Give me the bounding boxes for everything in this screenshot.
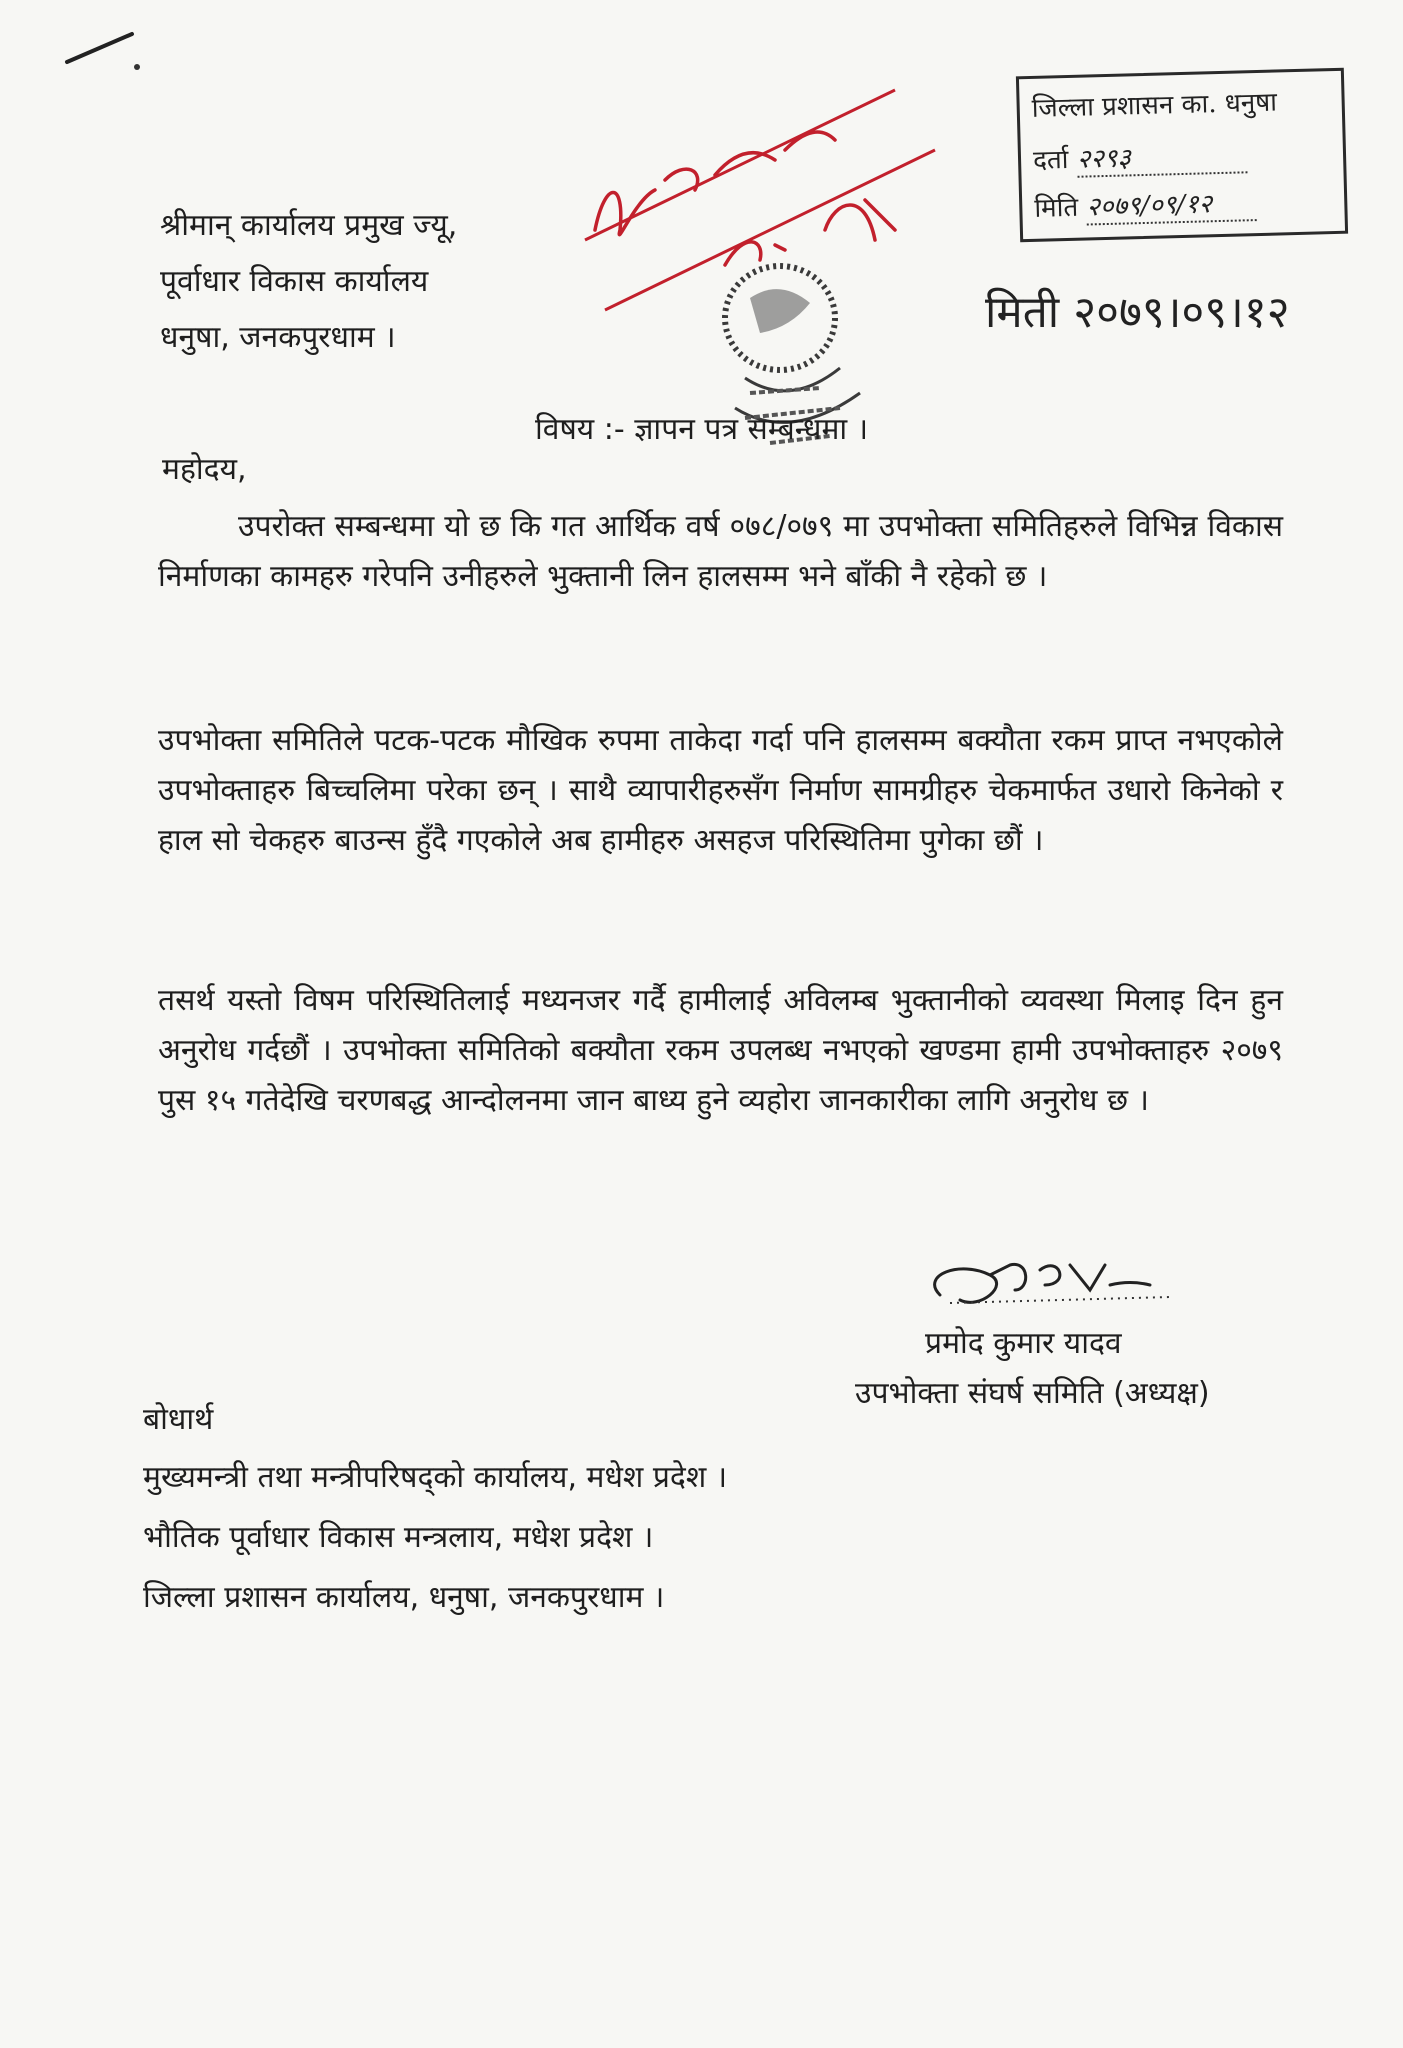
letter-date — [985, 280, 1290, 340]
registration-stamp — [1016, 68, 1348, 243]
date-label: मिती — [985, 287, 1060, 338]
cc-title: बोधार्थ — [143, 1402, 214, 1437]
body-paragraph-3: तसर्थ यस्तो विषम परिस्थितिलाई मध्यनजर गर्दै हामीलाई अविलम्ब भुक्तानीको व्यवस्था मिलाइ दिन हुन अनुरोध गर्दछौं । उपभोक्ता समितिको बक्यौता रकम उपलब्ध नभएको खण्डमा हामी उपभोक्ताहरु २०७९ पुस १५ गतेदेखि चरणबद्ध आन्दोलनमा जान बाध्य हुने व्यहोरा जानकारीका लागि अनुरोध छ । — [158, 983, 1283, 1118]
stamp-darta-value: २२९३ — [1076, 135, 1247, 177]
addressee-line-1: श्रीमान् कार्यालय प्रमुख ज्यू, — [160, 208, 458, 243]
cc-recipient-3: जिल्ला प्रशासन कार्यालय, धनुषा, जनकपुरधाम । — [143, 1580, 665, 1615]
subject-line: विषय :- ज्ञापन पत्र सम्बन्धमा । — [535, 412, 869, 447]
addressee-line-2: पूर्वाधार विकास कार्यालय — [160, 264, 429, 299]
stamp-miti-row — [1034, 183, 1257, 227]
addressee-line-3: धनुषा, जनकपुरधाम । — [160, 320, 396, 355]
cc-recipient-list — [143, 1448, 727, 1628]
cc-recipient-1: मुख्यमन्त्री तथा मन्त्रीपरिषद्को कार्यालय, मधेश प्रदेश । — [143, 1460, 728, 1495]
body-paragraph-1: उपरोक्त सम्बन्धमा यो छ कि गत आर्थिक वर्ष ०७८/०७९ मा उपभोक्ता समितिहरुले विभिन्न विकास निर्माणका कामहरु गरेपनि उनीहरुले भुक्तानी लिन हालसम्म भने बाँकी नै रहेको छ । — [158, 509, 1283, 594]
handwritten-signature — [920, 1245, 1200, 1325]
stamp-miti-label: मिति — [1033, 192, 1079, 224]
pen-mark — [62, 22, 152, 72]
stamp-darta-row — [1033, 135, 1248, 179]
date-value: २०७९।०९।१२ — [1073, 287, 1290, 338]
salutation: महोदय, — [162, 452, 247, 487]
body-paragraph-2: उपभोक्ता समितिले पटक-पटक मौखिक रुपमा ताकेदा गर्दा पनि हालसम्म बक्यौता रकम प्राप्त नभएकोले उपभोक्ताहरु बिच्चलिमा परेका छन् । साथै व्यापारीहरुसँग निर्माण सामग्रीहरु चेकमार्फत उधारो किनेको र हाल सो चेकहरु बाउन्स हुँदै गएकोले अब हामीहरु असहज परिस्थितिमा पुगेका छौं । — [158, 723, 1283, 858]
stamp-office-line: जिल्ला प्रशासन का. धनुषा — [1031, 87, 1278, 124]
signatory-organization: उपभोक्ता संघर्ष समिति (अध्यक्ष) — [855, 1376, 1210, 1411]
addressee-block — [160, 198, 457, 366]
stamp-darta-label: दर्ता — [1032, 144, 1069, 176]
stamp-miti-value: २०७९/०९/१२ — [1086, 183, 1257, 225]
signatory-name: प्रमोद कुमार यादव — [925, 1326, 1122, 1361]
cc-recipient-2: भौतिक पूर्वाधार विकास मन्त्रलाय, मधेश प्रदेश । — [143, 1520, 654, 1555]
